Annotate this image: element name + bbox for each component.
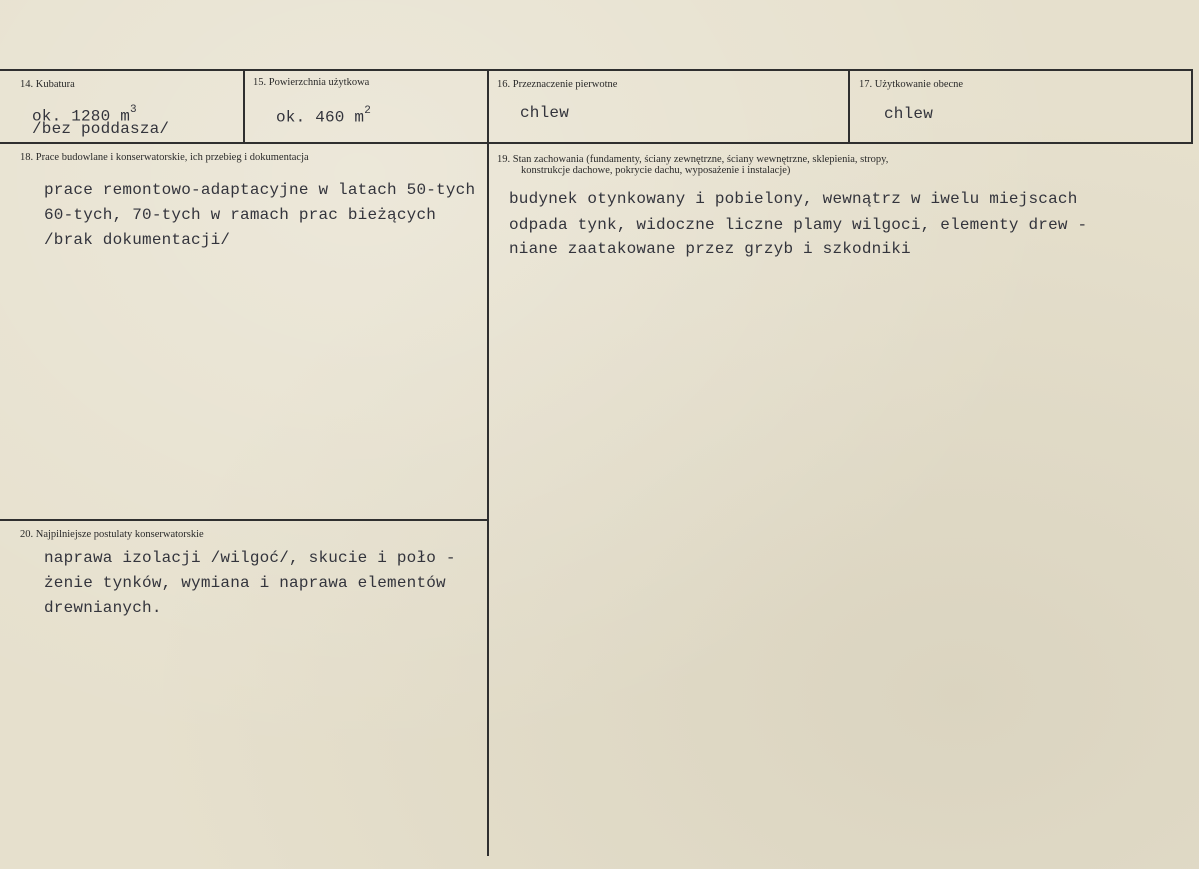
field-20-line-2: żenie tynków, wymiana i naprawa elementów — [44, 574, 446, 592]
field-19-label-line-2: konstrukcje dachowe, pokrycie dachu, wyposażenie i instalacje) — [521, 165, 791, 176]
field-18-line-1: prace remontowo-adaptacyjne w latach 50-tych — [44, 181, 476, 199]
field-14-value-note: /bez poddasza/ — [32, 120, 170, 138]
field-20-line-3: drewnianych. — [44, 599, 162, 617]
field-16-value: chlew — [520, 104, 570, 122]
field-16-label: 16. Przeznaczenie pierwotne — [497, 79, 618, 90]
field-15-label: 15. Powierzchnia użytkowa — [253, 77, 370, 88]
field-18-line-2: 60-tych, 70-tych w ramach prac bieżących — [44, 206, 437, 224]
field-17-value: chlew — [884, 105, 934, 123]
field-14-label: 14. Kubatura — [20, 79, 75, 90]
divider-16-17 — [848, 70, 850, 142]
field-18-line-3: /brak dokumentacji/ — [44, 231, 231, 249]
top-rule — [0, 69, 1193, 71]
field-18-label: 18. Prace budowlane i konserwatorskie, ich przebieg i dokumentacja — [20, 152, 309, 163]
row1-bottom-rule — [0, 142, 1193, 144]
field-19-line-1: budynek otynkowany i pobielony, wewnątrz w iwelu miejscach — [509, 190, 1078, 208]
right-border — [1191, 70, 1193, 142]
field18-bottom-rule — [0, 519, 488, 521]
field-19-line-3: niane zaatakowane przez grzyb i szkodniki — [509, 240, 911, 258]
field-19-label-line-1: 19. Stan zachowania (fundamenty, ściany zewnętrzne, ściany wewnętrzne, sklepienia, stropy, — [497, 154, 889, 165]
field-19-line-2: odpada tynk, widoczne liczne plamy wilgoci, elementy drew - — [509, 216, 1088, 234]
field-17-label: 17. Użytkowanie obecne — [859, 79, 964, 90]
divider-15-16 — [487, 70, 489, 856]
field-20-line-1: naprawa izolacji /wilgoć/, skucie i poło - — [44, 549, 456, 567]
field-20-label: 20. Najpilniejsze postulaty konserwatorskie — [20, 529, 204, 540]
divider-14-15 — [243, 70, 245, 142]
field-15-value: ok. 460 $m^2$ — [276, 105, 372, 127]
field-14-value: ok. 1280 $m^3$ — [32, 104, 137, 126]
